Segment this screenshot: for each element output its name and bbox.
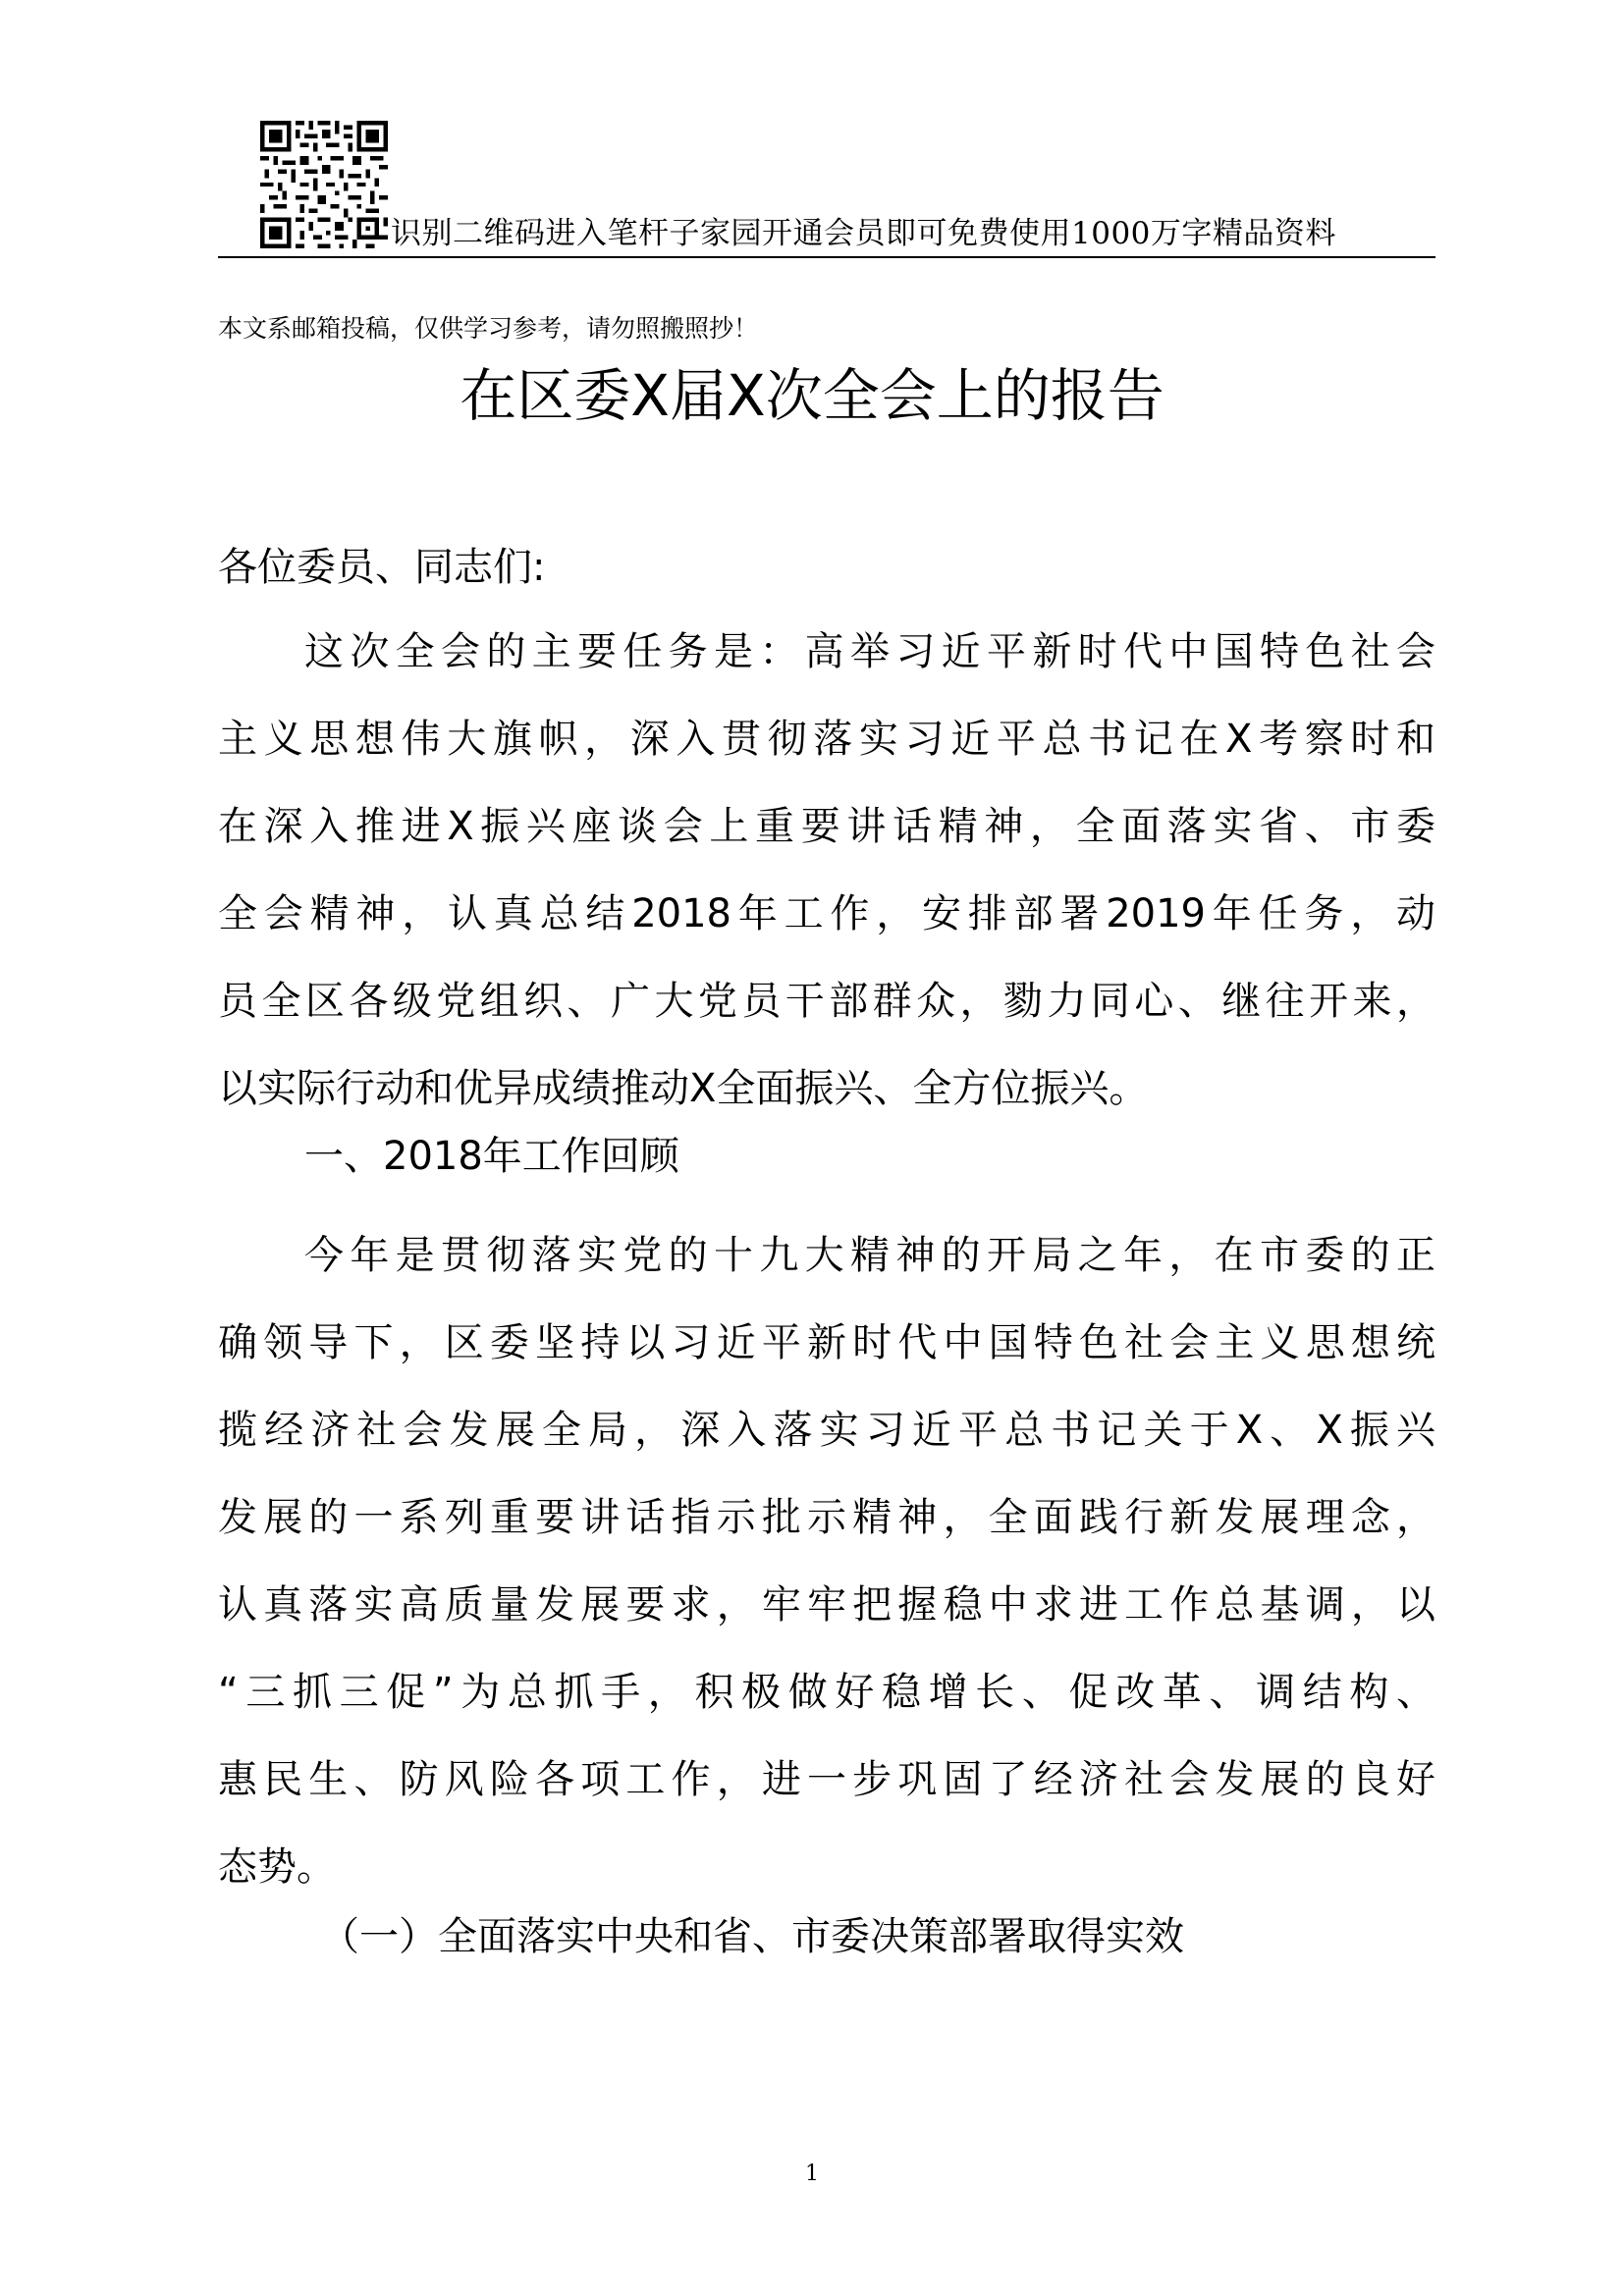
header-divider: [218, 256, 1435, 258]
paragraph-line: 全会精神，认真总结2018年工作，安排部署2019年任务，动: [218, 891, 1435, 936]
paragraph-line: 今年是贯彻落实党的十九大精神的开局之年，在市委的正: [304, 1233, 1435, 1278]
salutation: 各位委员、同志们:: [218, 545, 546, 590]
paragraph-line: 揽经济社会发展全局，深入落实习近平总书记关于X、X振兴: [218, 1408, 1435, 1453]
section-heading: 一、2018年工作回顾: [304, 1134, 679, 1179]
qr-code-icon: [260, 121, 388, 248]
paragraph-review: [218, 1212, 1435, 1911]
paragraph-line: 发展的一系列重要讲话指示批示精神，全面践行新发展理念，: [218, 1495, 1435, 1540]
paragraph-line: “三抓三促”为总抓手，积极做好稳增长、促改革、调结构、: [218, 1670, 1435, 1715]
paragraph-line: 员全区各级党组织、广大党员干部群众，勠力同心、继往开来，: [218, 979, 1435, 1024]
paragraph-line: 这次全会的主要任务是：高举习近平新时代中国特色社会: [304, 629, 1435, 674]
subsection-heading: （一）全面落实中央和省、市委决策部署取得实效: [320, 1914, 1184, 1959]
header-promo-text: 识别二维码进入笔杆子家园开通会员即可免费使用1000万字精品资料: [391, 216, 1336, 251]
document-title: 在区委X届X次全会上的报告: [460, 362, 1164, 429]
page-number: 1: [805, 2162, 819, 2186]
paragraph-line: 以实际行动和优异成绩推动X全面振兴、全方位振兴。: [218, 1066, 1149, 1111]
paragraph-line: 惠民生、防风险各项工作，进一步巩固了经济社会发展的良好: [218, 1757, 1435, 1802]
paragraph-intro: [218, 609, 1435, 1133]
paragraph-line: 在深入推进X振兴座谈会上重要讲话精神，全面落实省、市委: [218, 804, 1435, 849]
paragraph-line: 确领导下，区委坚持以习近平新时代中国特色社会主义思想统: [218, 1320, 1435, 1365]
paragraph-line: 主义思想伟大旗帜，深入贯彻落实习近平总书记在X考察时和: [218, 717, 1435, 762]
disclaimer-text: 本文系邮箱投稿，仅供学习参考，请勿照搬照抄！: [218, 314, 759, 343]
paragraph-line: 认真落实高质量发展要求，牢牢把握稳中求进工作总基调，以: [218, 1582, 1435, 1628]
paragraph-line: 态势。: [218, 1844, 336, 1890]
